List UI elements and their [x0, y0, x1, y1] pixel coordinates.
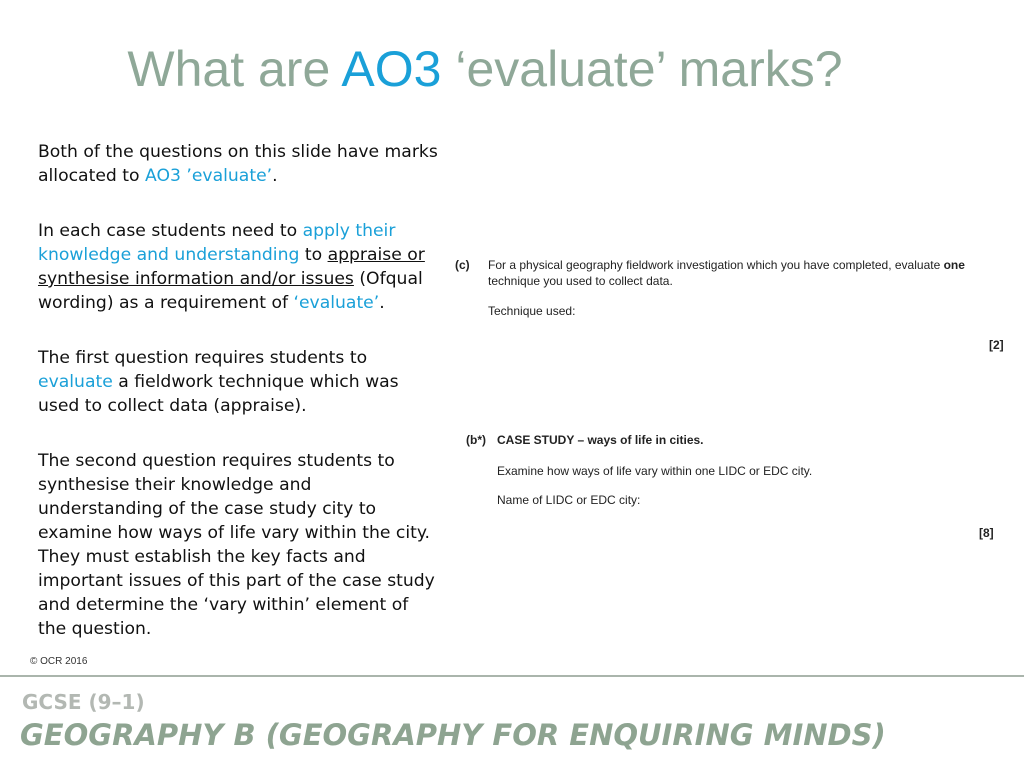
p3-highlight: evaluate [38, 372, 113, 392]
title-part-2: ‘evaluate’ marks? [441, 41, 843, 97]
paragraph-2 [38, 219, 438, 315]
p1-text: Both of the questions on this slide have marks allocated to [38, 142, 438, 186]
page-title [0, 40, 970, 98]
title-part-1: What are [127, 41, 342, 97]
p2-highlight-2: ‘evaluate’ [293, 293, 380, 313]
p2-text: In each case students need to [38, 221, 303, 241]
paragraph-3 [38, 346, 438, 418]
question-c-line-2: technique you used to collect data. [488, 274, 673, 288]
question-c [455, 258, 1015, 358]
title-highlight: AO3 [341, 41, 442, 97]
p3-after: a fieldwork technique which was used to collect data (appraise). [38, 372, 399, 416]
p2-underlined: appraise or synthesise information and/or issues [38, 245, 425, 289]
question-c-text: For a physical geography fieldwork investigation which you have completed, evaluate [488, 258, 944, 272]
p3-text: The first question requires students to [38, 348, 368, 368]
paragraph-1 [38, 140, 438, 188]
question-b-heading: CASE STUDY – ways of life in cities. [497, 433, 704, 447]
question-c-label: (c) [455, 258, 470, 272]
footer-divider [0, 675, 1024, 677]
question-b-marks: [8] [979, 526, 994, 540]
question-b-label: (b*) [466, 433, 486, 447]
p2-mid: to [299, 245, 328, 265]
question-c-bold: one [943, 258, 965, 272]
p1-end: . [272, 166, 278, 186]
question-c-marks: [2] [989, 338, 1004, 352]
question-b-line-1: Examine how ways of life vary within one LIDC or EDC city. [497, 464, 813, 478]
copyright: © OCR 2016 [30, 656, 88, 667]
body-text [38, 140, 438, 672]
p2-highlight: apply their knowledge and understanding [38, 221, 396, 265]
question-c-technique: Technique used: [488, 304, 576, 318]
paragraph-4: The second question requires students to synthesise their knowledge and understanding of the case study city to examine how ways of life vary within the city. They must establish the key facts and important issues of this part of the case study and determine the ‘vary within’ element of the question. [38, 451, 435, 639]
p2-end: . [379, 293, 385, 313]
footer-gcse: GCSE (9–1) [22, 690, 145, 714]
p2-after: (Ofqual wording) as a requirement of [38, 269, 423, 313]
footer-subject: GEOGRAPHY B (GEOGRAPHY FOR ENQUIRING MINDS) [20, 718, 886, 752]
p1-highlight: AO3 ’evaluate’ [145, 166, 273, 186]
question-b [466, 433, 1006, 543]
question-b-line-2: Name of LIDC or EDC city: [497, 493, 641, 507]
question-c-line-1 [488, 258, 965, 272]
